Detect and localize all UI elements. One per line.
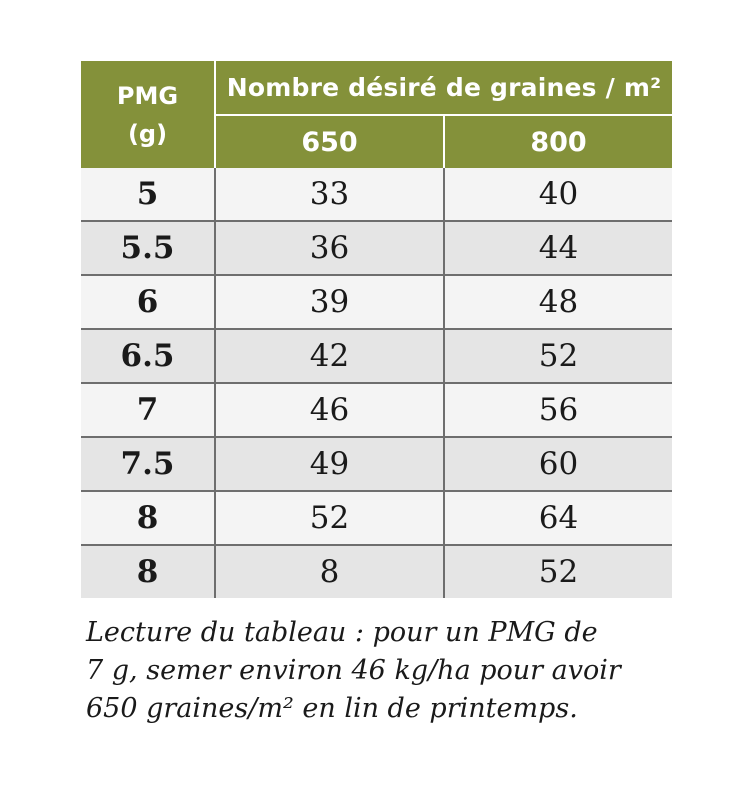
table-row bbox=[81, 168, 672, 221]
table-row bbox=[81, 221, 672, 275]
pmg-cell: 6.5 bbox=[81, 329, 215, 383]
pmg-cell: 6 bbox=[81, 275, 215, 329]
value-650-cell: 39 bbox=[215, 275, 444, 329]
value-800-cell: 60 bbox=[444, 437, 672, 491]
pmg-cell: 8 bbox=[81, 545, 215, 598]
value-650-cell: 46 bbox=[215, 383, 444, 437]
pmg-cell: 7.5 bbox=[81, 437, 215, 491]
pmg-column-header bbox=[81, 61, 215, 168]
pmg-cell: 5 bbox=[81, 168, 215, 221]
pmg-header-label: PMG bbox=[116, 81, 179, 110]
seed-rate-table bbox=[81, 61, 672, 598]
value-650-cell: 33 bbox=[215, 168, 444, 221]
value-800-cell: 64 bbox=[444, 491, 672, 545]
table-row bbox=[81, 545, 672, 598]
table-row bbox=[81, 383, 672, 437]
value-800-cell: 52 bbox=[444, 329, 672, 383]
value-650-cell: 36 bbox=[215, 221, 444, 275]
caption-line-3: 650 graines/m² en lin de printemps. bbox=[86, 693, 578, 724]
column-header-800: 800 bbox=[444, 115, 672, 168]
value-800-cell: 48 bbox=[444, 275, 672, 329]
table-row bbox=[81, 437, 672, 491]
seeds-per-m2-header: Nombre désiré de graines / m² bbox=[215, 61, 672, 115]
table-body bbox=[81, 168, 672, 598]
value-650-cell: 49 bbox=[215, 437, 444, 491]
table-row bbox=[81, 275, 672, 329]
column-header-650: 650 bbox=[215, 115, 444, 168]
value-650-cell: 42 bbox=[215, 329, 444, 383]
pmg-cell: 5.5 bbox=[81, 221, 215, 275]
pmg-cell: 7 bbox=[81, 383, 215, 437]
value-650-cell: 8 bbox=[215, 545, 444, 598]
pmg-header-unit: (g) bbox=[127, 119, 168, 148]
value-800-cell: 40 bbox=[444, 168, 672, 221]
table-row bbox=[81, 491, 672, 545]
caption-line-2: 7 g, semer environ 46 kg/ha pour avoir bbox=[86, 655, 621, 686]
caption-line-1: Lecture du tableau : pour un PMG de bbox=[86, 617, 598, 648]
value-800-cell: 56 bbox=[444, 383, 672, 437]
value-800-cell: 52 bbox=[444, 545, 672, 598]
value-650-cell: 52 bbox=[215, 491, 444, 545]
table-row bbox=[81, 329, 672, 383]
table-caption bbox=[86, 614, 686, 728]
value-800-cell: 44 bbox=[444, 221, 672, 275]
table-header bbox=[81, 61, 672, 168]
pmg-cell: 8 bbox=[81, 491, 215, 545]
